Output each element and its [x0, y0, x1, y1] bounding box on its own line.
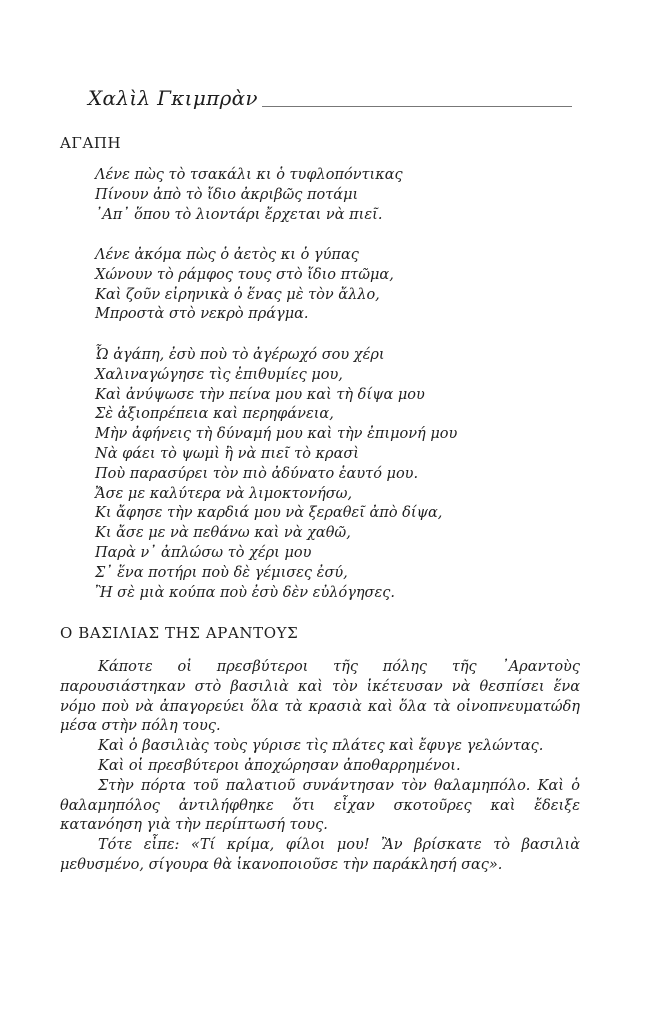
story-body	[60, 658, 580, 876]
verse-line: Σὲ ἀξιοπρέπεια καὶ περηφάνεια,	[95, 406, 334, 423]
poem-stanza-2	[95, 246, 394, 325]
verse-line: Μὴν ἀφήνεις τὴ δύναμή μου καὶ τὴν ἐπιμονή μου	[95, 426, 458, 443]
verse-line: Σ᾿ ἕνα ποτήρι ποὺ δὲ γέμισες ἐσύ,	[95, 564, 348, 581]
verse-line: Μπροστὰ στὸ νεκρὸ πράγμα.	[95, 306, 309, 323]
verse-line: Χαλιναγώγησε τὶς ἐπιθυμίες μου,	[95, 366, 343, 383]
verse-line: ᾿Απ᾿ ὅπου τὸ λιοντάρι ἔρχεται νὰ πιεῖ.	[95, 206, 383, 223]
header-rule	[262, 106, 572, 107]
paragraph: Τότε εἶπε: «Τί κρίμα, φίλοι μου! Ἂν βρίσκατε τὸ βασιλιὰ μεθυσμένο, σίγουρα θὰ ἱκανοποιοῦσε τὴν παράκλησή σας».	[60, 837, 580, 873]
poem-stanza-3	[95, 346, 457, 603]
verse-line: Παρὰ ν᾿ ἀπλώσω τὸ χέρι μου	[95, 544, 312, 561]
verse-line: Κι ἄφησε τὴν καρδιά μου νὰ ξεραθεῖ ἀπὸ δίψα,	[95, 505, 443, 522]
verse-line: Λένε ἀκόμα πὼς ὁ ἀετὸς κι ὁ γύπας	[95, 247, 359, 263]
verse-line: Καὶ ἀνύψωσε τὴν πείνα μου καὶ τὴ δίψα μου	[95, 386, 425, 403]
paragraph: Στὴν πόρτα τοῦ παλατιοῦ συνάντησαν τὸν θαλαμηπόλο. Καὶ ὁ θαλαμηπόλος ἀντιλήφθηκε ὅτι εἶχαν σκοτοῦρες καὶ ἔδειξε κατανόηση γιὰ τὴν περίπτωσή τους.	[60, 777, 580, 834]
poem-stanza-1	[95, 166, 403, 225]
verse-line: Πίνουν ἀπὸ τὸ ἴδιο ἀκριβῶς ποτάμι	[95, 186, 359, 203]
verse-line: Νὰ φάει τὸ ψωμὶ ἢ νὰ πιεῖ τὸ κρασὶ	[95, 445, 359, 462]
paragraph: Κάποτε οἱ πρεσβύτεροι τῆς πόλης τῆς ᾿Αραντοὺς παρουσιάστηκαν στὸ βασιλιὰ καὶ τὸν ἱκέτευσαν νὰ θεσπίσει ἕνα νόμο ποὺ νὰ ἀπαγορεύει ὅλα τὰ κρασιὰ καὶ ὅλα τὰ οἰνοπνευματώδη μέσα στὴν πόλη τους.	[60, 659, 580, 735]
verse-line: Ἢ σὲ μιὰ κούπα ποὺ ἐσὺ δὲν εὐλόγησες.	[95, 584, 395, 601]
verse-line: Ἄσε με καλύτερα νὰ λιμοκτονήσω,	[95, 485, 353, 502]
verse-line: Ὦ ἀγάπη, ἐσὺ ποὺ τὸ ἀγέρωχό σου χέρι	[95, 347, 385, 363]
poem-title: ΑΓΑΠΗ	[60, 134, 122, 152]
story-title: Ο ΒΑΣΙΛΙΑΣ ΤΗΣ ΑΡΑΝΤΟΥΣ	[60, 624, 299, 642]
paragraph: Καὶ ὁ βασιλιὰς τοὺς γύρισε τὶς πλάτες καὶ ἔφυγε γελώντας.	[98, 738, 544, 755]
verse-line: Χώνουν τὸ ράμφος τους στὸ ἴδιο πτῶμα,	[95, 266, 394, 283]
verse-line: Ποὺ παρασύρει τὸν πιὸ ἀδύνατο ἑαυτό μου.	[95, 465, 419, 482]
running-head: Χαλὶλ Γκιμπρὰν	[88, 86, 258, 110]
verse-line: Καὶ ζοῦν εἰρηνικὰ ὁ ἕνας μὲ τὸν ἄλλο,	[95, 286, 380, 303]
paragraph: Καὶ οἱ πρεσβύτεροι ἀποχώρησαν ἀποθαρρημένοι.	[98, 757, 461, 774]
verse-line: Κι ἄσε με νὰ πεθάνω καὶ νὰ χαθῶ,	[95, 525, 351, 542]
verse-line: Λένε πὼς τὸ τσακάλι κι ὁ τυφλοπόντικας	[95, 167, 403, 183]
